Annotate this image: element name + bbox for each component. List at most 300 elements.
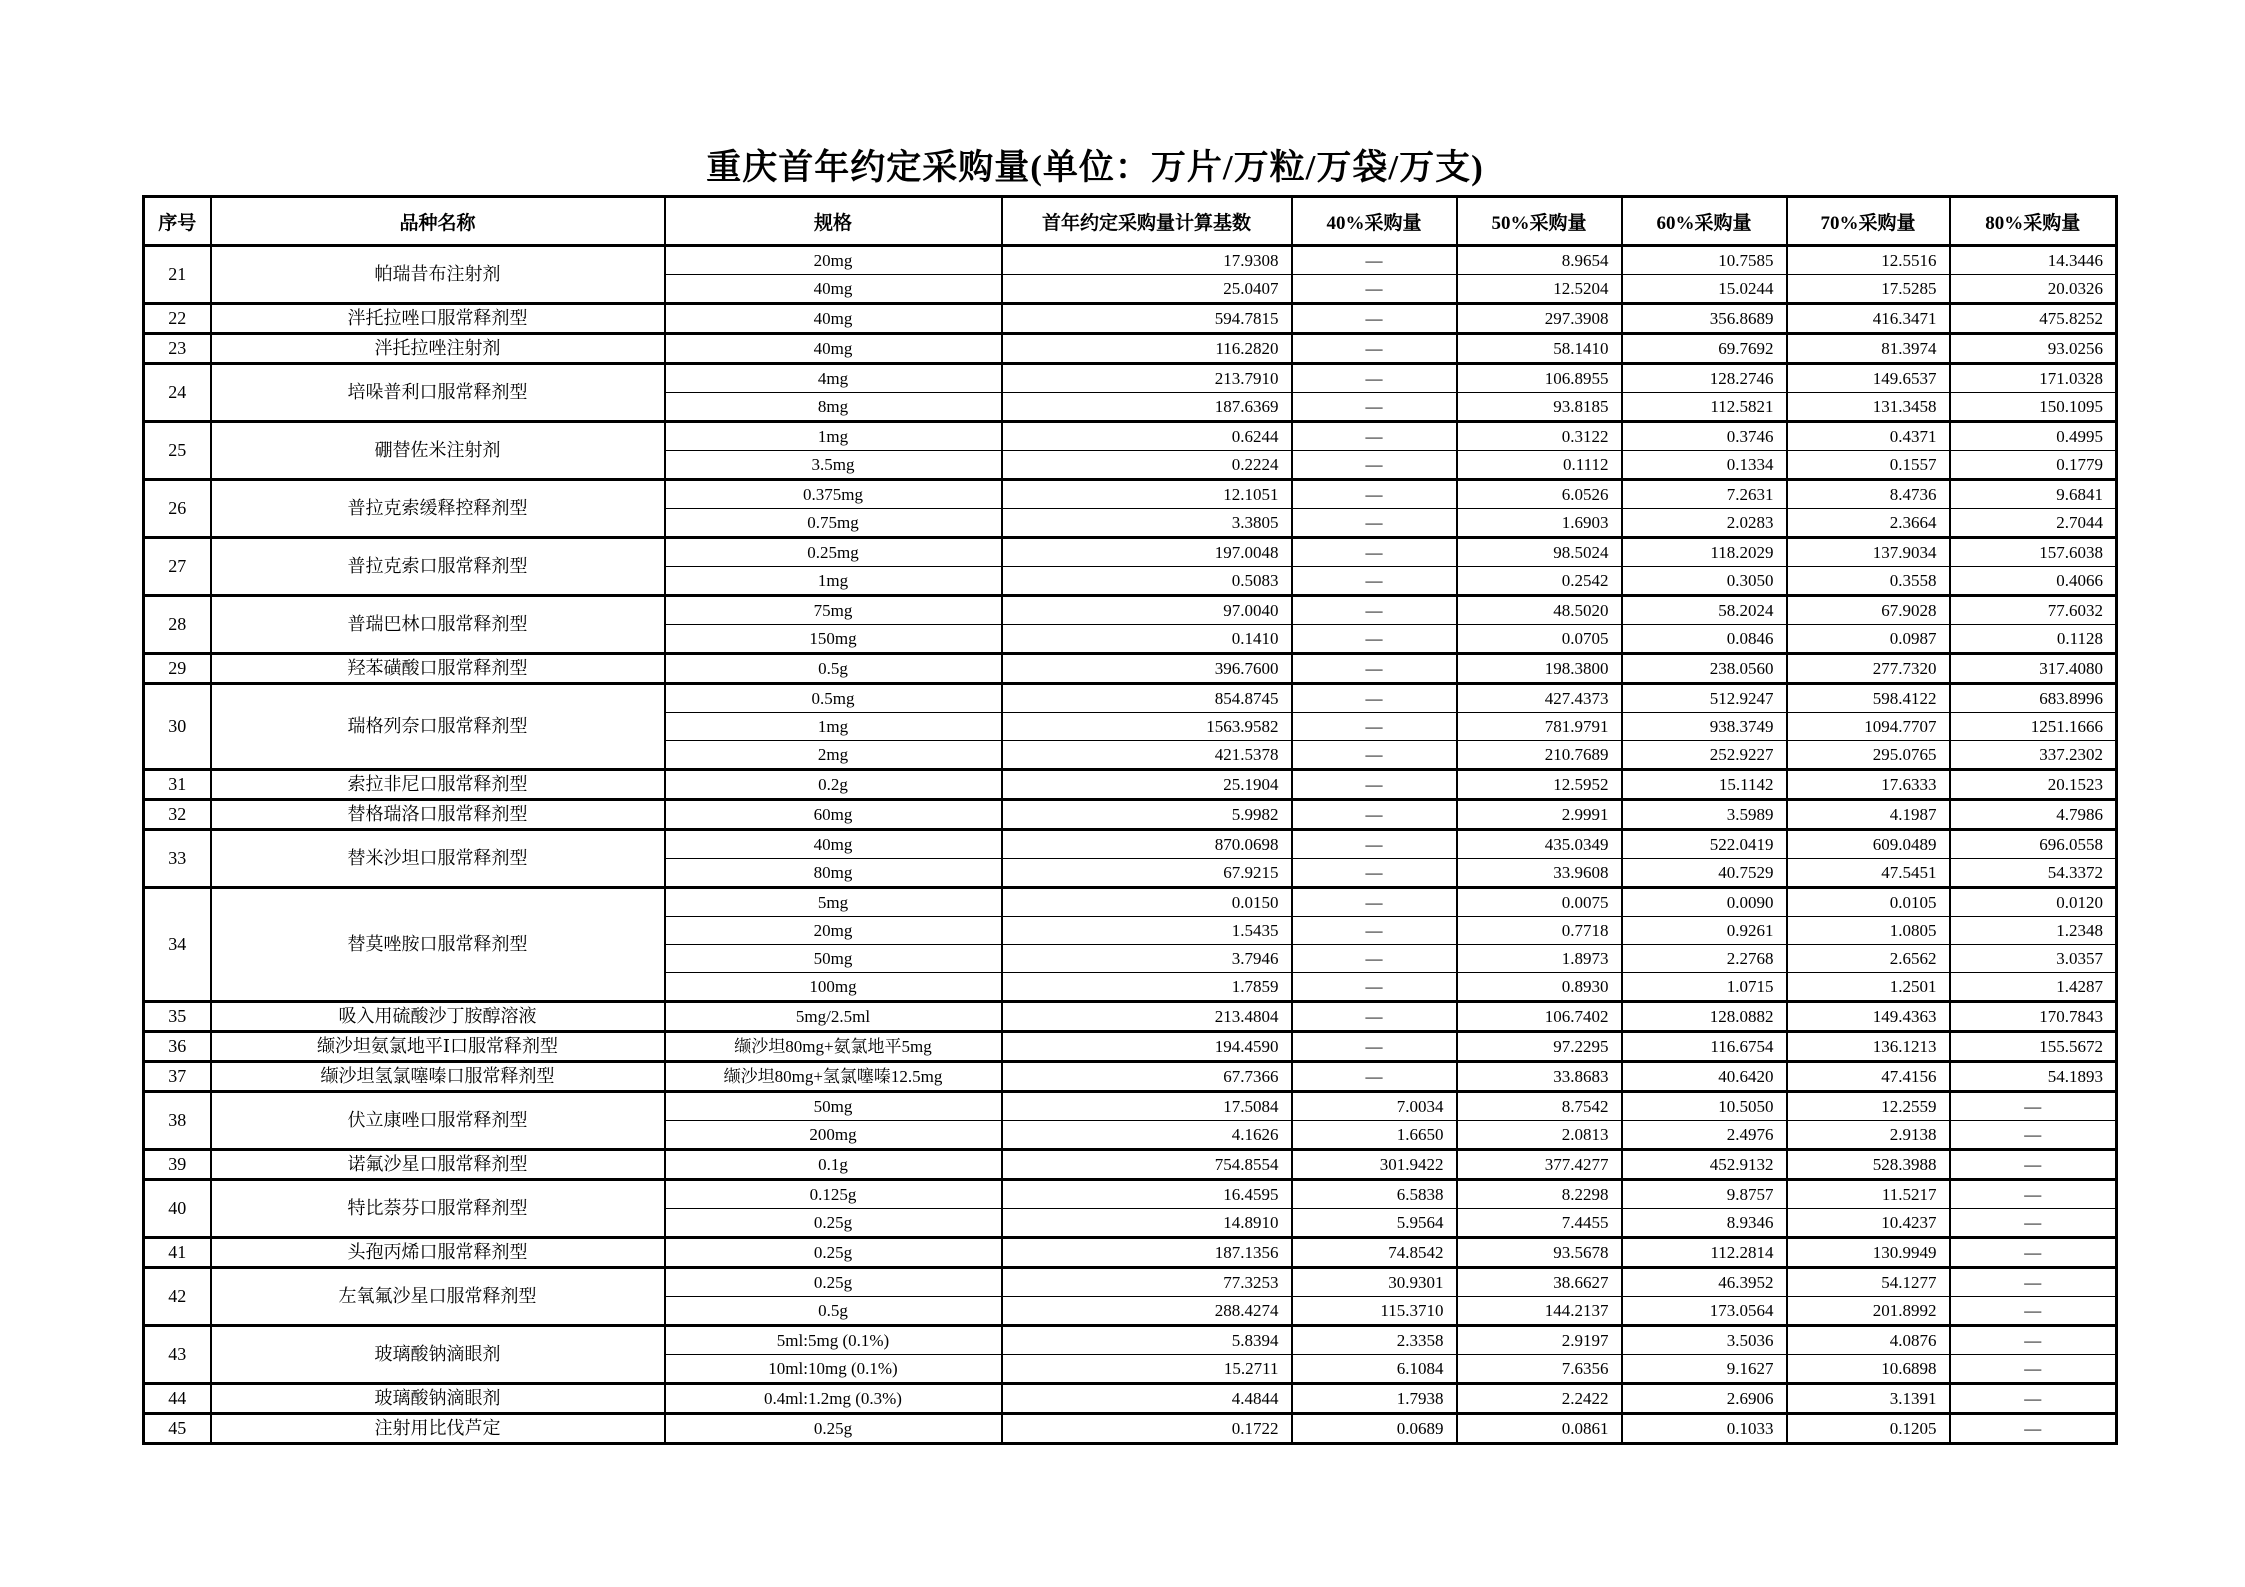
- base-quantity-cell: 97.0040: [1002, 596, 1292, 625]
- pct50-cell: 106.7402: [1457, 1002, 1622, 1032]
- product-name-cell: 缬沙坦氢氯噻嗪口服常释剂型: [211, 1062, 665, 1092]
- row-number-cell: 42: [144, 1268, 211, 1326]
- row-number-cell: 23: [144, 334, 211, 364]
- pct80-cell: 77.6032: [1950, 596, 2117, 625]
- spec-cell: 0.125g: [665, 1180, 1002, 1209]
- pct80-cell: 171.0328: [1950, 364, 2117, 393]
- pct70-cell: 201.8992: [1787, 1297, 1950, 1326]
- spec-cell: 75mg: [665, 596, 1002, 625]
- column-header: 规格: [665, 197, 1002, 246]
- table-row: [144, 888, 2117, 917]
- spec-cell: 200mg: [665, 1121, 1002, 1150]
- spec-cell: 100mg: [665, 973, 1002, 1002]
- pct40-cell: 1.7938: [1292, 1384, 1457, 1414]
- table-row: [144, 830, 2117, 859]
- pct80-cell: 0.0120: [1950, 888, 2117, 917]
- product-name-cell: 头孢丙烯口服常释剂型: [211, 1238, 665, 1268]
- pct40-cell: 7.0034: [1292, 1092, 1457, 1121]
- pct80-cell: —: [1950, 1180, 2117, 1209]
- pct80-cell: 20.0326: [1950, 275, 2117, 304]
- pct40-cell: —: [1292, 741, 1457, 770]
- spec-cell: 0.5g: [665, 1297, 1002, 1326]
- pct50-cell: 106.8955: [1457, 364, 1622, 393]
- pct60-cell: 452.9132: [1622, 1150, 1787, 1180]
- pct40-cell: 6.5838: [1292, 1180, 1457, 1209]
- table-row: [144, 800, 2117, 830]
- row-number-cell: 30: [144, 684, 211, 770]
- pct60-cell: 3.5989: [1622, 800, 1787, 830]
- spec-cell: 0.25g: [665, 1238, 1002, 1268]
- pct80-cell: —: [1950, 1326, 2117, 1355]
- row-number-cell: 38: [144, 1092, 211, 1150]
- pct80-cell: 1251.1666: [1950, 713, 2117, 741]
- pct60-cell: 69.7692: [1622, 334, 1787, 364]
- pct40-cell: —: [1292, 393, 1457, 422]
- row-number-cell: 44: [144, 1384, 211, 1414]
- pct60-cell: 0.3050: [1622, 567, 1787, 596]
- pct50-cell: 7.6356: [1457, 1355, 1622, 1384]
- pct60-cell: 0.1334: [1622, 451, 1787, 480]
- pct40-cell: —: [1292, 1002, 1457, 1032]
- pct60-cell: 40.7529: [1622, 859, 1787, 888]
- base-quantity-cell: 0.5083: [1002, 567, 1292, 596]
- base-quantity-cell: 4.1626: [1002, 1121, 1292, 1150]
- pct60-cell: 128.2746: [1622, 364, 1787, 393]
- base-quantity-cell: 0.1410: [1002, 625, 1292, 654]
- row-number-cell: 21: [144, 246, 211, 304]
- pct50-cell: 93.5678: [1457, 1238, 1622, 1268]
- pct70-cell: 1.0805: [1787, 917, 1950, 945]
- column-header: 70%采购量: [1787, 197, 1950, 246]
- pct50-cell: 48.5020: [1457, 596, 1622, 625]
- base-quantity-cell: 1.7859: [1002, 973, 1292, 1002]
- pct80-cell: 4.7986: [1950, 800, 2117, 830]
- product-name-cell: 伏立康唑口服常释剂型: [211, 1092, 665, 1150]
- column-header: 80%采购量: [1950, 197, 2117, 246]
- base-quantity-cell: 12.1051: [1002, 480, 1292, 509]
- table-body: [144, 246, 2117, 1444]
- pct60-cell: 512.9247: [1622, 684, 1787, 713]
- pct50-cell: 8.2298: [1457, 1180, 1622, 1209]
- pct80-cell: 9.6841: [1950, 480, 2117, 509]
- spec-cell: 40mg: [665, 830, 1002, 859]
- spec-cell: 40mg: [665, 334, 1002, 364]
- pct50-cell: 6.0526: [1457, 480, 1622, 509]
- spec-cell: 40mg: [665, 304, 1002, 334]
- base-quantity-cell: 396.7600: [1002, 654, 1292, 684]
- pct70-cell: 8.4736: [1787, 480, 1950, 509]
- product-name-cell: 羟苯磺酸口服常释剂型: [211, 654, 665, 684]
- pct70-cell: 277.7320: [1787, 654, 1950, 684]
- pct60-cell: 58.2024: [1622, 596, 1787, 625]
- pct40-cell: —: [1292, 800, 1457, 830]
- product-name-cell: 左氧氟沙星口服常释剂型: [211, 1268, 665, 1326]
- spec-cell: 0.25mg: [665, 538, 1002, 567]
- product-name-cell: 泮托拉唑口服常释剂型: [211, 304, 665, 334]
- pct80-cell: —: [1950, 1238, 2117, 1268]
- pct80-cell: 54.3372: [1950, 859, 2117, 888]
- base-quantity-cell: 187.6369: [1002, 393, 1292, 422]
- pct60-cell: 46.3952: [1622, 1268, 1787, 1297]
- pct40-cell: —: [1292, 713, 1457, 741]
- pct80-cell: 0.4995: [1950, 422, 2117, 451]
- pct70-cell: 149.6537: [1787, 364, 1950, 393]
- pct40-cell: 2.3358: [1292, 1326, 1457, 1355]
- pct50-cell: 97.2295: [1457, 1032, 1622, 1062]
- pct60-cell: 0.0846: [1622, 625, 1787, 654]
- pct70-cell: 12.5516: [1787, 246, 1950, 275]
- column-header: 50%采购量: [1457, 197, 1622, 246]
- pct80-cell: —: [1950, 1209, 2117, 1238]
- row-number-cell: 43: [144, 1326, 211, 1384]
- row-number-cell: 22: [144, 304, 211, 334]
- product-name-cell: 吸入用硫酸沙丁胺醇溶液: [211, 1002, 665, 1032]
- pct60-cell: 128.0882: [1622, 1002, 1787, 1032]
- pct60-cell: 15.0244: [1622, 275, 1787, 304]
- row-number-cell: 36: [144, 1032, 211, 1062]
- pct80-cell: 150.1095: [1950, 393, 2117, 422]
- base-quantity-cell: 0.0150: [1002, 888, 1292, 917]
- pct50-cell: 0.2542: [1457, 567, 1622, 596]
- pct60-cell: 3.5036: [1622, 1326, 1787, 1355]
- row-number-cell: 35: [144, 1002, 211, 1032]
- pct80-cell: 54.1893: [1950, 1062, 2117, 1092]
- spec-cell: 50mg: [665, 1092, 1002, 1121]
- spec-cell: 10ml:10mg (0.1%): [665, 1355, 1002, 1384]
- base-quantity-cell: 25.0407: [1002, 275, 1292, 304]
- base-quantity-cell: 0.1722: [1002, 1414, 1292, 1444]
- base-quantity-cell: 14.8910: [1002, 1209, 1292, 1238]
- pct40-cell: —: [1292, 1032, 1457, 1062]
- pct70-cell: 2.3664: [1787, 509, 1950, 538]
- pct60-cell: 2.6906: [1622, 1384, 1787, 1414]
- pct70-cell: 0.0105: [1787, 888, 1950, 917]
- pct70-cell: 4.1987: [1787, 800, 1950, 830]
- table-row: [144, 770, 2117, 800]
- pct60-cell: 0.0090: [1622, 888, 1787, 917]
- base-quantity-cell: 17.5084: [1002, 1092, 1292, 1121]
- table-row: [144, 422, 2117, 451]
- product-name-cell: 瑞格列奈口服常释剂型: [211, 684, 665, 770]
- pct50-cell: 2.2422: [1457, 1384, 1622, 1414]
- pct80-cell: 0.4066: [1950, 567, 2117, 596]
- pct70-cell: 67.9028: [1787, 596, 1950, 625]
- pct60-cell: 7.2631: [1622, 480, 1787, 509]
- pct50-cell: 2.9991: [1457, 800, 1622, 830]
- table-row: [144, 1180, 2117, 1209]
- pct70-cell: 0.4371: [1787, 422, 1950, 451]
- spec-cell: 5mg: [665, 888, 1002, 917]
- base-quantity-cell: 870.0698: [1002, 830, 1292, 859]
- pct60-cell: 938.3749: [1622, 713, 1787, 741]
- row-number-cell: 45: [144, 1414, 211, 1444]
- pct60-cell: 2.2768: [1622, 945, 1787, 973]
- base-quantity-cell: 1.5435: [1002, 917, 1292, 945]
- product-name-cell: 替米沙坦口服常释剂型: [211, 830, 665, 888]
- pct80-cell: 170.7843: [1950, 1002, 2117, 1032]
- spec-cell: 5mg/2.5ml: [665, 1002, 1002, 1032]
- row-number-cell: 39: [144, 1150, 211, 1180]
- pct40-cell: —: [1292, 654, 1457, 684]
- pct40-cell: —: [1292, 509, 1457, 538]
- base-quantity-cell: 67.9215: [1002, 859, 1292, 888]
- column-header: 40%采购量: [1292, 197, 1457, 246]
- base-quantity-cell: 67.7366: [1002, 1062, 1292, 1092]
- table-header-row: [144, 197, 2117, 246]
- pct50-cell: 2.0813: [1457, 1121, 1622, 1150]
- base-quantity-cell: 854.8745: [1002, 684, 1292, 713]
- pct50-cell: 12.5204: [1457, 275, 1622, 304]
- pct80-cell: 155.5672: [1950, 1032, 2117, 1062]
- pct50-cell: 0.8930: [1457, 973, 1622, 1002]
- spec-cell: 0.375mg: [665, 480, 1002, 509]
- product-name-cell: 玻璃酸钠滴眼剂: [211, 1326, 665, 1384]
- pct40-cell: —: [1292, 917, 1457, 945]
- row-number-cell: 33: [144, 830, 211, 888]
- pct80-cell: —: [1950, 1384, 2117, 1414]
- pct40-cell: —: [1292, 973, 1457, 1002]
- pct80-cell: —: [1950, 1414, 2117, 1444]
- pct80-cell: 1.2348: [1950, 917, 2117, 945]
- table-row: [144, 334, 2117, 364]
- spec-cell: 40mg: [665, 275, 1002, 304]
- pct50-cell: 0.0861: [1457, 1414, 1622, 1444]
- spec-cell: 20mg: [665, 246, 1002, 275]
- table-row: [144, 1384, 2117, 1414]
- pct80-cell: 1.4287: [1950, 973, 2117, 1002]
- pct50-cell: 33.9608: [1457, 859, 1622, 888]
- pct70-cell: 3.1391: [1787, 1384, 1950, 1414]
- table-row: [144, 1326, 2117, 1355]
- pct80-cell: —: [1950, 1268, 2117, 1297]
- pct50-cell: 33.8683: [1457, 1062, 1622, 1092]
- spec-cell: 5ml:5mg (0.1%): [665, 1326, 1002, 1355]
- pct50-cell: 2.9197: [1457, 1326, 1622, 1355]
- spec-cell: 3.5mg: [665, 451, 1002, 480]
- pct40-cell: —: [1292, 422, 1457, 451]
- pct50-cell: 144.2137: [1457, 1297, 1622, 1326]
- base-quantity-cell: 0.6244: [1002, 422, 1292, 451]
- pct80-cell: 157.6038: [1950, 538, 2117, 567]
- pct40-cell: —: [1292, 538, 1457, 567]
- pct40-cell: —: [1292, 246, 1457, 275]
- product-name-cell: 硼替佐米注射剂: [211, 422, 665, 480]
- pct70-cell: 0.0987: [1787, 625, 1950, 654]
- spec-cell: 0.25g: [665, 1209, 1002, 1238]
- pct40-cell: —: [1292, 480, 1457, 509]
- base-quantity-cell: 5.9982: [1002, 800, 1292, 830]
- pct70-cell: 0.3558: [1787, 567, 1950, 596]
- pct60-cell: 1.0715: [1622, 973, 1787, 1002]
- pct70-cell: 130.9949: [1787, 1238, 1950, 1268]
- pct70-cell: 47.5451: [1787, 859, 1950, 888]
- row-number-cell: 29: [144, 654, 211, 684]
- product-name-cell: 培哚普利口服常释剂型: [211, 364, 665, 422]
- pct60-cell: 8.9346: [1622, 1209, 1787, 1238]
- product-name-cell: 替格瑞洛口服常释剂型: [211, 800, 665, 830]
- pct60-cell: 0.9261: [1622, 917, 1787, 945]
- pct40-cell: —: [1292, 451, 1457, 480]
- pct50-cell: 7.4455: [1457, 1209, 1622, 1238]
- pct40-cell: 0.0689: [1292, 1414, 1457, 1444]
- pct70-cell: 54.1277: [1787, 1268, 1950, 1297]
- pct40-cell: —: [1292, 888, 1457, 917]
- spec-cell: 缬沙坦80mg+氢氯噻嗪12.5mg: [665, 1062, 1002, 1092]
- pct50-cell: 377.4277: [1457, 1150, 1622, 1180]
- pct70-cell: 137.9034: [1787, 538, 1950, 567]
- base-quantity-cell: 0.2224: [1002, 451, 1292, 480]
- product-name-cell: 替莫唑胺口服常释剂型: [211, 888, 665, 1002]
- pct60-cell: 0.3746: [1622, 422, 1787, 451]
- spec-cell: 缬沙坦80mg+氨氯地平5mg: [665, 1032, 1002, 1062]
- table-row: [144, 1414, 2117, 1444]
- pct80-cell: 0.1128: [1950, 625, 2117, 654]
- table-row: [144, 1002, 2117, 1032]
- product-name-cell: 普瑞巴林口服常释剂型: [211, 596, 665, 654]
- pct50-cell: 0.0075: [1457, 888, 1622, 917]
- row-number-cell: 34: [144, 888, 211, 1002]
- pct50-cell: 0.0705: [1457, 625, 1622, 654]
- pct70-cell: 17.5285: [1787, 275, 1950, 304]
- base-quantity-cell: 77.3253: [1002, 1268, 1292, 1297]
- spec-cell: 0.5g: [665, 654, 1002, 684]
- pct50-cell: 1.6903: [1457, 509, 1622, 538]
- spec-cell: 1mg: [665, 567, 1002, 596]
- pct40-cell: —: [1292, 275, 1457, 304]
- pct50-cell: 8.7542: [1457, 1092, 1622, 1121]
- base-quantity-cell: 754.8554: [1002, 1150, 1292, 1180]
- pct70-cell: 4.0876: [1787, 1326, 1950, 1355]
- product-name-cell: 普拉克索口服常释剂型: [211, 538, 665, 596]
- product-name-cell: 玻璃酸钠滴眼剂: [211, 1384, 665, 1414]
- pct70-cell: 2.6562: [1787, 945, 1950, 973]
- pct50-cell: 781.9791: [1457, 713, 1622, 741]
- table-row: [144, 246, 2117, 275]
- pct80-cell: 20.1523: [1950, 770, 2117, 800]
- row-number-cell: 26: [144, 480, 211, 538]
- table-row: [144, 1150, 2117, 1180]
- pct70-cell: 2.9138: [1787, 1121, 1950, 1150]
- base-quantity-cell: 1563.9582: [1002, 713, 1292, 741]
- pct50-cell: 93.8185: [1457, 393, 1622, 422]
- pct40-cell: —: [1292, 1062, 1457, 1092]
- row-number-cell: 41: [144, 1238, 211, 1268]
- spec-cell: 80mg: [665, 859, 1002, 888]
- pct70-cell: 416.3471: [1787, 304, 1950, 334]
- spec-cell: 150mg: [665, 625, 1002, 654]
- pct80-cell: —: [1950, 1297, 2117, 1326]
- pct60-cell: 112.5821: [1622, 393, 1787, 422]
- product-name-cell: 泮托拉唑注射剂: [211, 334, 665, 364]
- pct50-cell: 210.7689: [1457, 741, 1622, 770]
- pct60-cell: 356.8689: [1622, 304, 1787, 334]
- pct70-cell: 17.6333: [1787, 770, 1950, 800]
- pct80-cell: 2.7044: [1950, 509, 2117, 538]
- pct70-cell: 136.1213: [1787, 1032, 1950, 1062]
- pct40-cell: —: [1292, 625, 1457, 654]
- spec-cell: 0.5mg: [665, 684, 1002, 713]
- product-name-cell: 索拉非尼口服常释剂型: [211, 770, 665, 800]
- pct70-cell: 1094.7707: [1787, 713, 1950, 741]
- pct80-cell: 696.0558: [1950, 830, 2117, 859]
- pct50-cell: 198.3800: [1457, 654, 1622, 684]
- pct70-cell: 11.5217: [1787, 1180, 1950, 1209]
- base-quantity-cell: 3.3805: [1002, 509, 1292, 538]
- table-row: [144, 596, 2117, 625]
- table-row: [144, 1032, 2117, 1062]
- pct50-cell: 12.5952: [1457, 770, 1622, 800]
- base-quantity-cell: 116.2820: [1002, 334, 1292, 364]
- pct70-cell: 149.4363: [1787, 1002, 1950, 1032]
- pct80-cell: 14.3446: [1950, 246, 2117, 275]
- pct70-cell: 47.4156: [1787, 1062, 1950, 1092]
- pct40-cell: —: [1292, 304, 1457, 334]
- pct40-cell: —: [1292, 830, 1457, 859]
- pct80-cell: —: [1950, 1092, 2117, 1121]
- pct50-cell: 435.0349: [1457, 830, 1622, 859]
- base-quantity-cell: 15.2711: [1002, 1355, 1292, 1384]
- row-number-cell: 31: [144, 770, 211, 800]
- column-header: 60%采购量: [1622, 197, 1787, 246]
- spec-cell: 0.25g: [665, 1414, 1002, 1444]
- pct60-cell: 118.2029: [1622, 538, 1787, 567]
- pct40-cell: 5.9564: [1292, 1209, 1457, 1238]
- pct60-cell: 0.1033: [1622, 1414, 1787, 1444]
- pct70-cell: 0.1205: [1787, 1414, 1950, 1444]
- pct60-cell: 9.8757: [1622, 1180, 1787, 1209]
- spec-cell: 8mg: [665, 393, 1002, 422]
- row-number-cell: 24: [144, 364, 211, 422]
- spec-cell: 0.2g: [665, 770, 1002, 800]
- pct50-cell: 427.4373: [1457, 684, 1622, 713]
- pct80-cell: 475.8252: [1950, 304, 2117, 334]
- table-row: [144, 654, 2117, 684]
- base-quantity-cell: 594.7815: [1002, 304, 1292, 334]
- pct40-cell: 115.3710: [1292, 1297, 1457, 1326]
- base-quantity-cell: 213.7910: [1002, 364, 1292, 393]
- pct50-cell: 58.1410: [1457, 334, 1622, 364]
- pct60-cell: 112.2814: [1622, 1238, 1787, 1268]
- pct60-cell: 40.6420: [1622, 1062, 1787, 1092]
- pct80-cell: —: [1950, 1355, 2117, 1384]
- pct50-cell: 0.1112: [1457, 451, 1622, 480]
- pct50-cell: 0.7718: [1457, 917, 1622, 945]
- pct80-cell: 93.0256: [1950, 334, 2117, 364]
- pct70-cell: 10.6898: [1787, 1355, 1950, 1384]
- pct40-cell: —: [1292, 945, 1457, 973]
- pct60-cell: 2.4976: [1622, 1121, 1787, 1150]
- pct40-cell: —: [1292, 364, 1457, 393]
- base-quantity-cell: 213.4804: [1002, 1002, 1292, 1032]
- product-name-cell: 缬沙坦氨氯地平Ⅰ口服常释剂型: [211, 1032, 665, 1062]
- row-number-cell: 25: [144, 422, 211, 480]
- pct50-cell: 1.8973: [1457, 945, 1622, 973]
- base-quantity-cell: 187.1356: [1002, 1238, 1292, 1268]
- pct80-cell: 0.1779: [1950, 451, 2117, 480]
- column-header: 首年约定采购量计算基数: [1002, 197, 1292, 246]
- pct60-cell: 15.1142: [1622, 770, 1787, 800]
- table-row: [144, 304, 2117, 334]
- pct60-cell: 116.6754: [1622, 1032, 1787, 1062]
- table-row: [144, 538, 2117, 567]
- row-number-cell: 37: [144, 1062, 211, 1092]
- base-quantity-cell: 421.5378: [1002, 741, 1292, 770]
- pct40-cell: 74.8542: [1292, 1238, 1457, 1268]
- pct80-cell: 683.8996: [1950, 684, 2117, 713]
- pct60-cell: 2.0283: [1622, 509, 1787, 538]
- spec-cell: 0.1g: [665, 1150, 1002, 1180]
- base-quantity-cell: 4.4844: [1002, 1384, 1292, 1414]
